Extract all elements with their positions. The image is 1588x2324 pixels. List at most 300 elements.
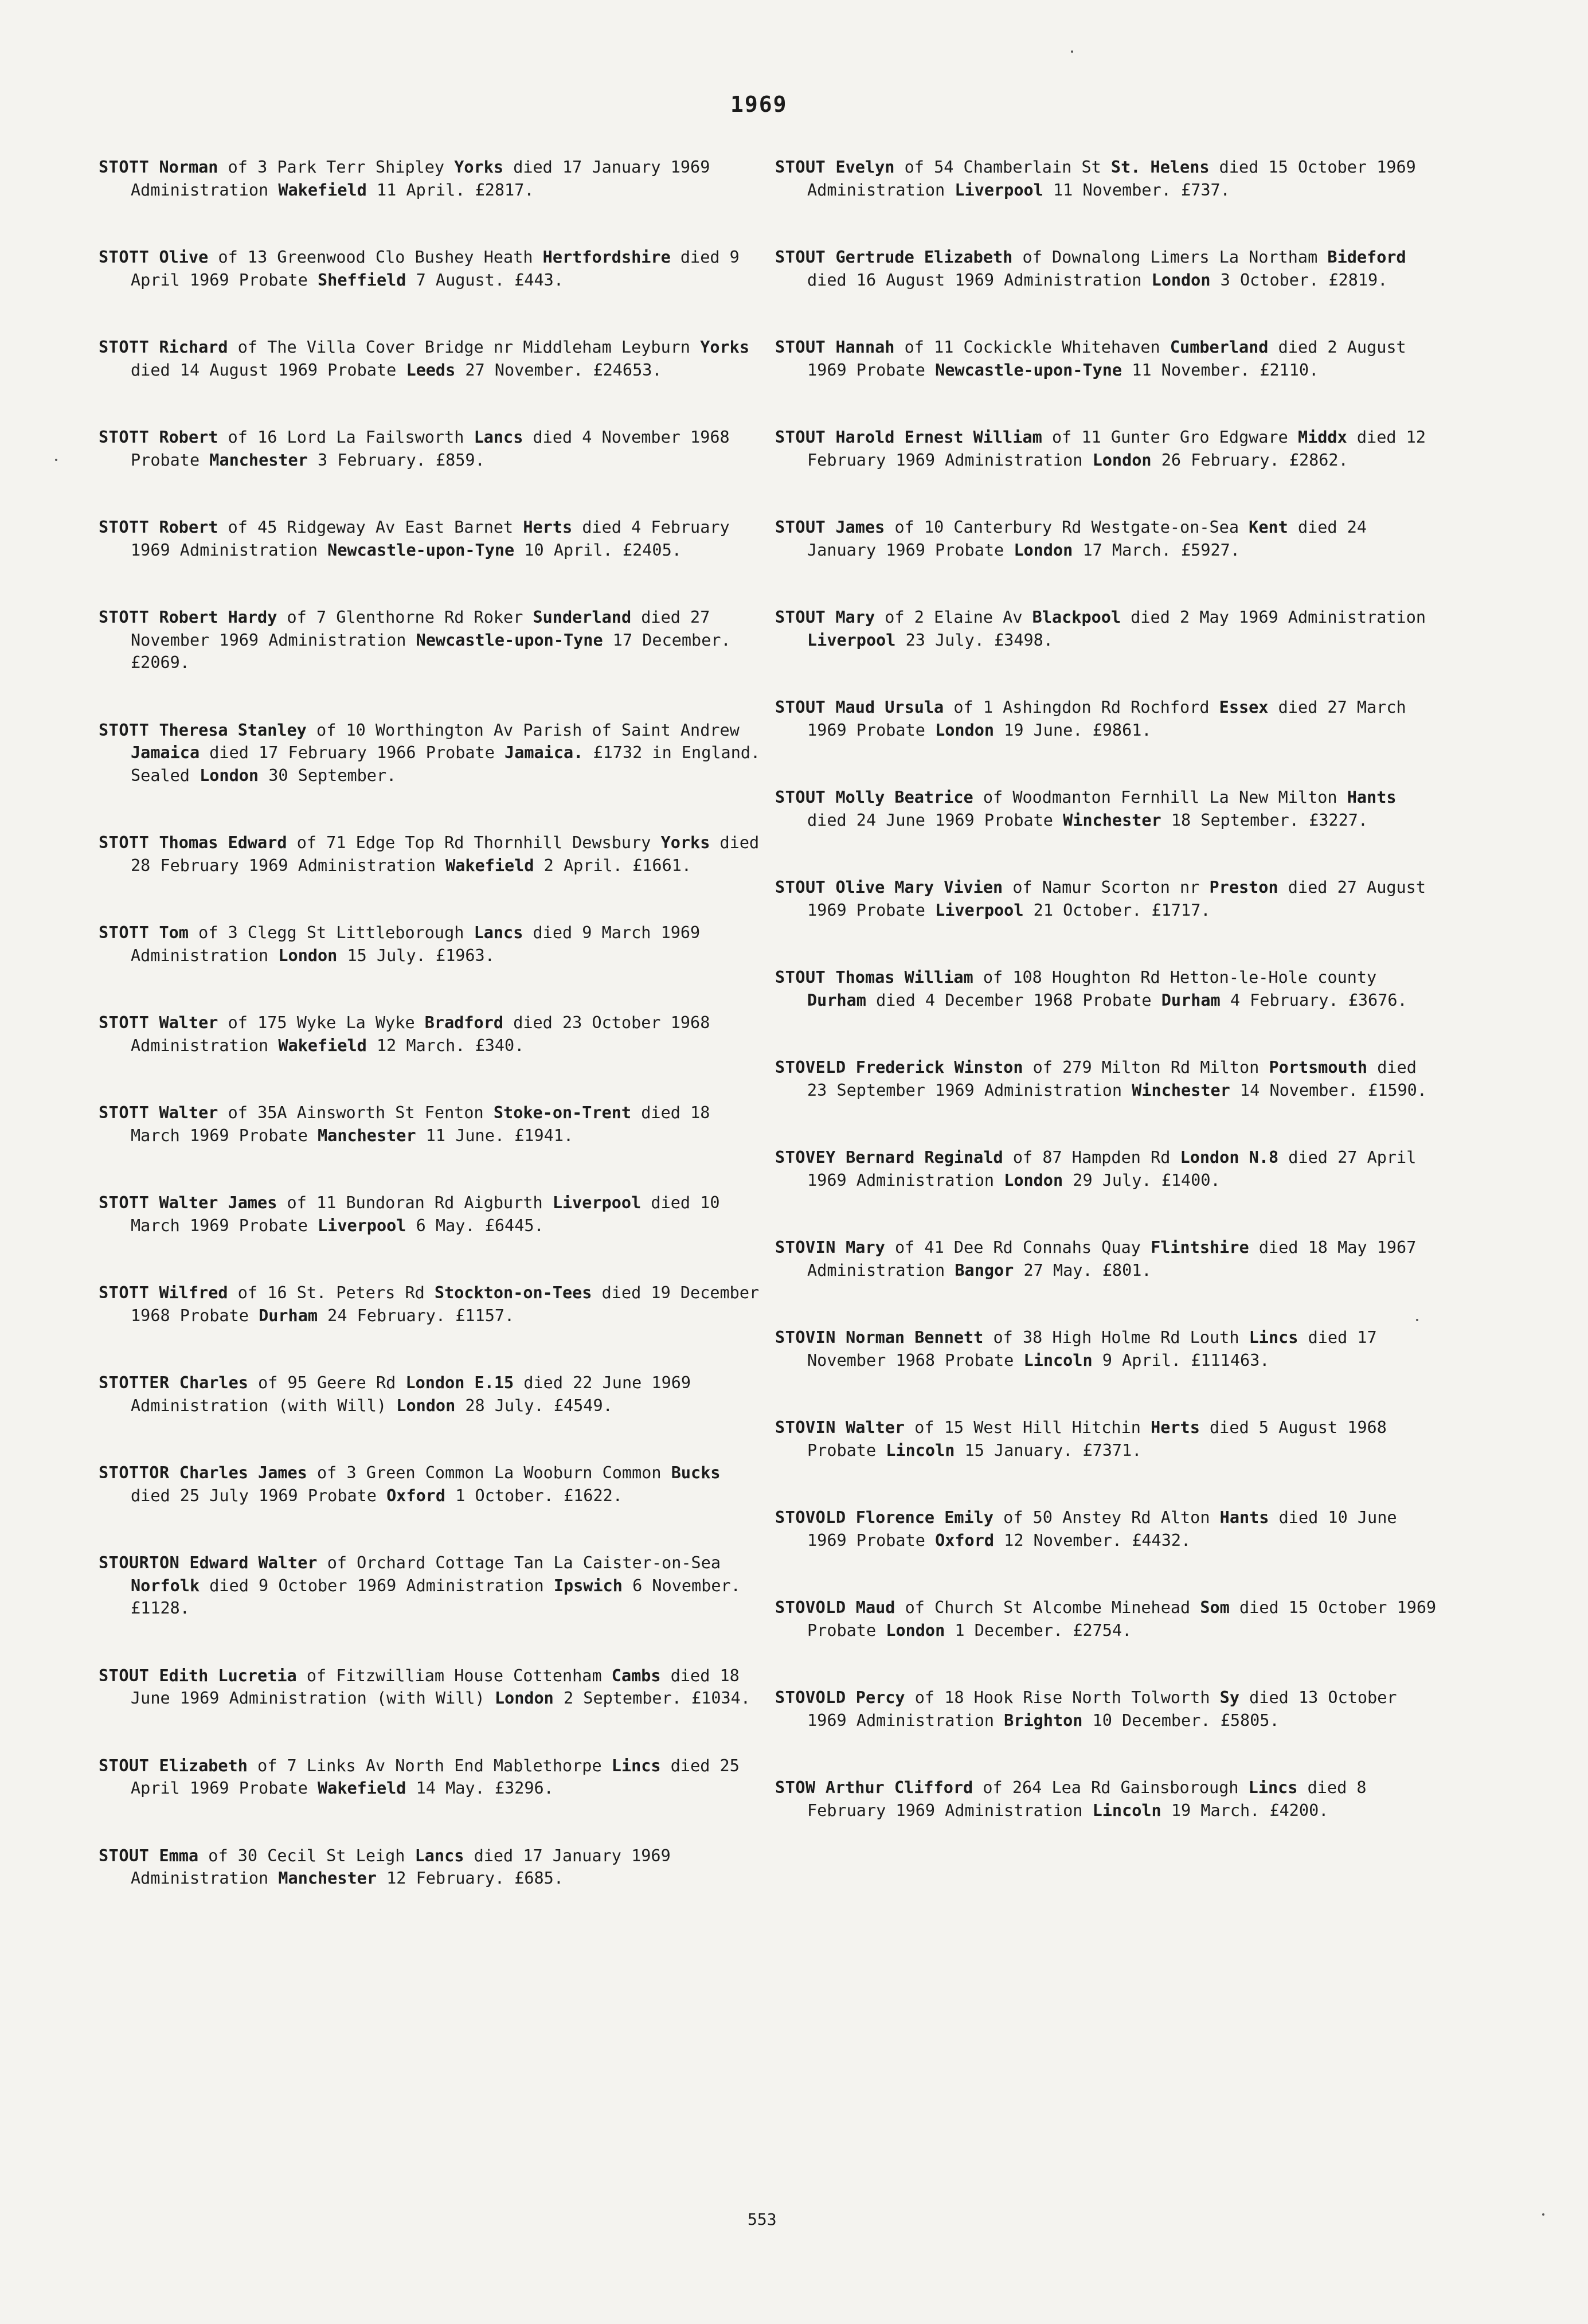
entry-text: of 45 Ridgeway Av East Barnet [228, 518, 523, 537]
entry-text: died 10 March 1969 Probate [131, 1193, 720, 1235]
entry-text: of Namur Scorton nr [1012, 878, 1210, 897]
entry-place: Hants [1219, 1508, 1269, 1527]
entry-text: 15 July. £1963. [337, 946, 495, 965]
entry-text: 1 December. £2754. [945, 1620, 1132, 1640]
probate-entry [99, 1845, 764, 1890]
entry-forenames: Olive [159, 248, 209, 267]
entry-text: 14 May. £3296. [406, 1779, 554, 1798]
entry-forenames: Maud [855, 1598, 895, 1617]
probate-entry [775, 1326, 1440, 1372]
entry-place: Durham [807, 990, 866, 1010]
entry-text: died 4 December 1968 Probate [866, 990, 1161, 1010]
entry-text: of 18 Hook Rise North Tolworth [914, 1688, 1220, 1707]
entry-place: London [278, 946, 338, 965]
entry-place: Middx [1297, 428, 1347, 447]
entry-place: Oxford [386, 1486, 446, 1505]
entry-surname: STOVIN [775, 1418, 836, 1437]
entry-surname: STOUT [99, 1756, 150, 1775]
entry-surname: STOVEY [775, 1148, 836, 1167]
entry-forenames: Evelyn [835, 158, 895, 177]
probate-entry [775, 516, 1440, 561]
entry-text: died 15 October 1969 Probate [807, 1598, 1437, 1640]
entry-forenames: Emma [159, 1846, 199, 1865]
entry-text: 18 September. £3227. [1161, 810, 1368, 830]
entry-place: Bucks [671, 1463, 721, 1482]
probate-entry [775, 1146, 1440, 1192]
entry-text: £1732 in England. Sealed [131, 743, 761, 785]
probate-entry [99, 831, 764, 877]
entry-place: Lancs [474, 428, 523, 447]
entry-place: London [1092, 450, 1152, 470]
entry-text: of 11 Gunter Gro Edgware [1051, 428, 1298, 447]
entry-forenames: Florence Emily [855, 1508, 994, 1527]
entry-text: 2 September. £1034. [553, 1689, 750, 1708]
probate-entry [775, 336, 1440, 381]
entry-surname: STOTT [99, 1103, 150, 1122]
probate-entry [99, 1282, 764, 1327]
entry-text: 11 November. £737. [1043, 180, 1230, 200]
entry-text: of 41 Dee Rd Connahs Quay [894, 1238, 1151, 1257]
entry-text: of 15 West Hill Hitchin [914, 1418, 1151, 1437]
entry-place: Lincoln [886, 1440, 955, 1460]
entry-place: Durham [1161, 990, 1221, 1010]
entry-text: died 27 April 1969 Administration [807, 1148, 1417, 1190]
probate-entry [99, 719, 764, 787]
entry-forenames: Robert [159, 428, 218, 447]
entry-place: Winchester [1132, 1080, 1230, 1100]
entry-text: died 4 February 1969 Administration [131, 518, 730, 560]
probate-entry [99, 516, 764, 561]
entry-surname: STOTT [99, 833, 150, 852]
entry-place: Herts [523, 518, 573, 537]
probate-entry [775, 246, 1440, 291]
entry-text: died 28 February 1969 Administration [131, 833, 760, 875]
probate-entry [775, 1686, 1440, 1732]
entry-place: Liverpool [552, 1193, 642, 1212]
entry-forenames: Harold Ernest William [835, 428, 1042, 447]
entry-text: 11 June. £1941. [416, 1126, 574, 1145]
entry-forenames: Elizabeth [159, 1756, 248, 1775]
entry-forenames: Richard [159, 338, 228, 357]
entry-text: 27 May. £801. [1014, 1260, 1152, 1280]
entry-text: of 50 Anstey Rd Alton [1003, 1508, 1220, 1527]
probate-entry [99, 1372, 764, 1417]
entry-place: Wakefield [318, 1779, 406, 1798]
entry-text: 6 November. £1128. [131, 1576, 741, 1618]
entry-text: died 24 June 1969 Probate [807, 810, 1063, 830]
page-number: 553 [748, 2210, 777, 2229]
entry-text: 9 April. £111463. [1092, 1350, 1270, 1370]
entry-place: Leeds [406, 360, 456, 380]
entry-text: 30 September. [259, 765, 397, 785]
probate-entry [775, 156, 1440, 201]
entry-text: of 10 Canterbury Rd Westgate-on-Sea [894, 518, 1249, 537]
entry-text: of 1 Ashingdon Rd Rochford [953, 698, 1219, 717]
entry-forenames: Gertrude Elizabeth [835, 248, 1013, 267]
entry-surname: STOVELD [775, 1058, 846, 1077]
entry-text: 17 March. £5927. [1073, 540, 1240, 560]
entry-text: 28 July. £4549. [455, 1396, 613, 1415]
entry-text: of 7 Links Av North End Mablethorpe [257, 1756, 612, 1775]
probate-entry [775, 1506, 1440, 1552]
entry-forenames: Hannah [835, 338, 895, 357]
entry-place: Yorks [660, 833, 710, 852]
entry-place: Manchester [278, 1869, 377, 1888]
entry-surname: STOTTOR [99, 1463, 170, 1482]
entry-place: Cumberland [1170, 338, 1269, 357]
entry-place: Sheffield [318, 270, 406, 290]
entry-place: London E.15 [405, 1373, 514, 1392]
entry-text: of 264 Lea Rd Gainsborough [983, 1778, 1249, 1797]
entry-text: 19 June. £9861. [994, 720, 1152, 740]
entry-text: died 2 August 1969 Probate [807, 338, 1406, 380]
entry-text: died 16 August 1969 Administration [807, 270, 1152, 290]
probate-entry [99, 426, 764, 471]
probate-entry [775, 1416, 1440, 1462]
entry-surname: STOTTER [99, 1373, 170, 1392]
entry-place: Som [1200, 1598, 1230, 1617]
entry-forenames: Molly Beatrice [835, 788, 973, 807]
entry-place: Stoke-on-Trent [493, 1103, 632, 1122]
entry-surname: STOUT [775, 788, 826, 807]
entry-place: Kent [1249, 518, 1288, 537]
entry-surname: STOVOLD [775, 1688, 846, 1707]
entry-text: died 18 March 1969 Probate [131, 1103, 710, 1145]
entry-text: died 23 October 1968 Administration [131, 1013, 710, 1055]
probate-entry [99, 1462, 764, 1507]
entry-text: died 13 October 1969 Administration [807, 1688, 1397, 1730]
entry-surname: STOUT [775, 698, 826, 717]
entry-forenames: Charles James [179, 1463, 307, 1482]
entry-place: Lancs [414, 1846, 464, 1865]
entry-text: 11 November. £2110. [1122, 360, 1319, 380]
entry-place: St. Helens [1110, 158, 1210, 177]
entry-place: London [935, 720, 995, 740]
entry-text: died 15 October 1969 Administration [807, 158, 1416, 200]
entry-place: Yorks [454, 158, 504, 177]
entry-surname: STOTT [99, 720, 150, 740]
entry-text: of 108 Houghton Rd Hetton-le-Hole county [983, 968, 1377, 987]
entry-place: Winchester [1063, 810, 1161, 830]
probate-entry [99, 921, 764, 967]
entry-place: Manchester [318, 1126, 416, 1145]
entry-place: London [200, 765, 259, 785]
entry-surname: STOUT [775, 968, 826, 987]
entry-text: 4 February. £3676. [1220, 990, 1407, 1010]
entry-place: Flintshire [1151, 1238, 1249, 1257]
entry-text: died 2 May 1969 Administration [1121, 608, 1426, 627]
scan-speck [1416, 1319, 1418, 1321]
entry-place: Newcastle-upon-Tyne [935, 360, 1122, 380]
entry-forenames: Wilfred [159, 1283, 228, 1302]
entry-text: of 11 Cockickle Whitehaven [904, 338, 1170, 357]
entry-place: Lincs [611, 1756, 661, 1775]
entry-forenames: Thomas Edward [159, 833, 287, 852]
probate-entry [99, 1755, 764, 1800]
entry-place: Newcastle-upon-Tyne [416, 630, 603, 650]
entry-place: Brighton [1004, 1710, 1083, 1730]
entry-text: of Woodmanton Fernhill La New Milton [983, 788, 1347, 807]
entry-place: Lincoln [1092, 1800, 1161, 1820]
entry-surname: STOTT [99, 428, 150, 447]
entry-surname: STOUT [775, 248, 826, 267]
entry-text: died 24 January 1969 Probate [807, 518, 1367, 560]
entry-forenames: Frederick Winston [855, 1058, 1023, 1077]
entry-place: Preston [1209, 878, 1278, 897]
entry-forenames: Percy [855, 1688, 905, 1707]
entry-place: Liverpool [935, 900, 1024, 920]
entry-surname: STOUT [99, 1846, 150, 1865]
probate-entry [775, 426, 1440, 471]
probate-entry [99, 1552, 764, 1620]
entry-surname: STOUT [775, 428, 826, 447]
probate-entry [99, 336, 764, 381]
entry-forenames: Arthur Clifford [825, 1778, 973, 1797]
entry-text: died 27 March 1969 Probate [807, 698, 1406, 740]
entry-text: of Fitzwilliam House Cottenham [306, 1666, 612, 1685]
entry-place: Bradford [424, 1013, 504, 1032]
entry-text: of 13 Greenwood Clo Bushey Heath [218, 248, 543, 267]
entry-surname: STOVOLD [775, 1598, 846, 1617]
probate-entry [99, 1192, 764, 1237]
entry-place: Norfolk [131, 1576, 200, 1595]
entry-text: 17 December. £2069. [131, 630, 731, 672]
entry-text: 14 November. £1590. [1230, 1080, 1427, 1100]
entry-text: 2 April. £1661. [534, 856, 692, 875]
entry-text: of 10 Worthington Av Parish of Saint Andrew [316, 720, 740, 740]
probate-entry [775, 606, 1440, 651]
entry-forenames: Maud Ursula [835, 698, 944, 717]
entry-place: Stockton-on-Tees [434, 1283, 592, 1302]
entry-forenames: Thomas William [835, 968, 973, 987]
entry-place: Liverpool [955, 180, 1043, 200]
entry-forenames: Robert Hardy [159, 608, 277, 627]
entry-forenames: Walter [159, 1103, 218, 1122]
entry-surname: STOTT [99, 1283, 150, 1302]
entry-place: Bangor [955, 1260, 1014, 1280]
probate-entry [775, 1596, 1440, 1642]
entry-text: of 30 Cecil St Leigh [208, 1846, 415, 1865]
entry-text: 23 July. £3498. [895, 630, 1053, 650]
entry-forenames: Mary [846, 1238, 885, 1257]
entry-surname: STOVOLD [775, 1508, 846, 1527]
entry-text: died 22 June 1969 Administration (with Will) [131, 1373, 691, 1415]
entry-text: 24 February. £1157. [318, 1306, 515, 1325]
scan-speck [1542, 2213, 1544, 2216]
entry-text: 6 May. £6445. [406, 1216, 544, 1235]
entry-surname: STOTT [99, 338, 150, 357]
entry-text: died 10 June 1969 Probate [807, 1508, 1397, 1550]
entry-text: died 17 January 1969 Administration [131, 158, 710, 200]
entry-place: Sy [1219, 1688, 1239, 1707]
entry-place: Yorks [700, 338, 749, 357]
entry-text: died 18 June 1969 Administration (with Will) [131, 1666, 740, 1708]
entry-place: Hertfordshire [542, 248, 671, 267]
right-column [775, 156, 1440, 1822]
probate-entry [99, 156, 764, 201]
entry-text: of 175 Wyke La Wyke [228, 1013, 425, 1032]
entry-text: of 279 Milton Rd Milton [1032, 1058, 1269, 1077]
entry-forenames: Walter [846, 1418, 905, 1437]
entry-text: 11 April. £2817. [366, 180, 534, 200]
entry-text: 12 November. £4432. [994, 1530, 1191, 1550]
entry-text: of 35A Ainsworth St Fenton [228, 1103, 494, 1122]
entry-place: Lincoln [1023, 1350, 1093, 1370]
entry-text: 12 February. £685. [376, 1869, 564, 1888]
entry-surname: STOTT [99, 1193, 150, 1212]
left-column [99, 156, 764, 1890]
probate-entry [99, 606, 764, 674]
entry-text: died 14 August 1969 Probate [131, 360, 406, 380]
entry-text: died 12 February 1969 Administration [807, 428, 1426, 470]
entry-surname: STOVIN [775, 1238, 836, 1257]
entry-text: of 71 Edge Top Rd Thornhill Dewsbury [296, 833, 661, 852]
entry-place: Sunderland [533, 608, 632, 627]
entry-forenames: Olive Mary Vivien [835, 878, 1003, 897]
entry-text: of 11 Bundoran Rd Aigburth [287, 1193, 553, 1212]
entry-place: Cambs [611, 1666, 661, 1685]
entry-surname: STOUT [775, 518, 826, 537]
entry-text: of 95 Geere Rd [258, 1373, 406, 1392]
entry-place: Hants [1347, 788, 1397, 807]
entry-text: 10 December. £5805. [1082, 1710, 1280, 1730]
entry-text: of Orchard Cottage Tan La Caister-on-Sea [327, 1553, 721, 1572]
entry-place: Liverpool [318, 1216, 406, 1235]
entry-text: of 2 Elaine Av [885, 608, 1032, 627]
entry-forenames: Bernard Reginald [846, 1148, 1003, 1167]
entry-text: 21 October. £1717. [1023, 900, 1211, 920]
entry-forenames: Tom [159, 923, 189, 942]
entry-place: Portsmouth [1269, 1058, 1368, 1077]
page-year: 1969 [730, 92, 788, 117]
entry-text: died 4 November 1968 Probate [131, 428, 730, 470]
entry-surname: STOW [775, 1778, 816, 1797]
entry-text: of The Villa Cover Bridge nr Middleham Leyburn [237, 338, 701, 357]
entry-text: died 27 August 1969 Probate [807, 878, 1426, 920]
entry-text: died 5 August 1968 Probate [807, 1418, 1387, 1460]
entry-place: Jamaica. [504, 743, 584, 762]
entry-text: died 23 September 1969 Administration [807, 1058, 1417, 1100]
entry-text: of Downalong Limers La Northam [1022, 248, 1328, 267]
entry-text: of 3 Clegg St Littleborough [198, 923, 474, 942]
entry-text: died 25 July 1969 Probate [131, 1486, 387, 1505]
entry-place: Newcastle-upon-Tyne [327, 540, 515, 560]
entry-surname: STOUT [775, 878, 826, 897]
entry-text: died 9 March 1969 Administration [131, 923, 701, 965]
entry-place: Lincs [1249, 1328, 1298, 1347]
entry-text: of 54 Chamberlain St [904, 158, 1111, 177]
probate-entry [99, 1102, 764, 1147]
entry-place: Jamaica [131, 743, 200, 762]
entry-text: 12 March. £340. [366, 1036, 525, 1055]
entry-text: died 19 December 1968 Probate [131, 1283, 760, 1325]
entry-text: 15 January. £7371. [955, 1440, 1142, 1460]
entry-text: died 27 November 1969 Administration [131, 608, 710, 650]
entry-text: 10 April. £2405. [514, 540, 682, 560]
entry-place: London [1004, 1170, 1063, 1190]
entry-text: of 16 St. Peters Rd [237, 1283, 435, 1302]
entry-surname: STOUT [99, 1666, 150, 1685]
entry-place: Oxford [935, 1530, 995, 1550]
entry-place: London N.8 [1180, 1148, 1279, 1167]
entry-surname: STOTT [99, 158, 150, 177]
entry-surname: STOURTON [99, 1553, 180, 1572]
entry-forenames: Robert [159, 518, 218, 537]
probate-entry [775, 786, 1440, 831]
entry-surname: STOTT [99, 518, 150, 537]
entry-text: 26 February. £2862. [1151, 450, 1348, 470]
entry-place: Durham [259, 1306, 318, 1325]
entry-place: Blackpool [1032, 608, 1121, 627]
entry-forenames: Walter James [159, 1193, 277, 1212]
entry-surname: STOTT [99, 608, 150, 627]
entry-place: Ipswich [553, 1576, 623, 1595]
probate-entry [99, 1011, 764, 1057]
entry-place: London [494, 1689, 554, 1708]
entry-text: 3 October. £2819. [1210, 270, 1388, 290]
entry-surname: STOVIN [775, 1328, 836, 1347]
entry-forenames: Edward Walter [189, 1553, 318, 1572]
entry-surname: STOUT [775, 158, 826, 177]
probate-entry [99, 246, 764, 291]
entry-place: London [1151, 270, 1211, 290]
entry-text: died 17 February 1966 Probate [200, 743, 505, 762]
entry-text: of 3 Park Terr Shipley [228, 158, 455, 177]
entry-text: of 16 Lord La Failsworth [228, 428, 474, 447]
entry-text: of 3 Green Common La Wooburn Common [317, 1463, 671, 1482]
entry-place: Lancs [474, 923, 523, 942]
entry-text: of 38 High Holme Rd Louth [993, 1328, 1249, 1347]
entry-text: 19 March. £4200. [1161, 1800, 1329, 1820]
entry-place: Manchester [209, 450, 308, 470]
entry-forenames: James [835, 518, 885, 537]
entry-surname: STOUT [775, 338, 826, 357]
scan-speck [1071, 50, 1073, 53]
entry-place: Liverpool [807, 630, 896, 650]
entry-text: of 7 Glenthorne Rd Roker [287, 608, 533, 627]
entry-place: London [1014, 540, 1073, 560]
entry-text: 27 November. £24653. [455, 360, 662, 380]
probate-entry [775, 1236, 1440, 1282]
probate-entry [775, 1776, 1440, 1822]
entry-forenames: Theresa Stanley [159, 720, 307, 740]
entry-place: Wakefield [445, 856, 534, 875]
entry-surname: STOTT [99, 923, 150, 942]
entry-text: died 17 January 1969 Administration [131, 1846, 671, 1888]
entry-surname: STOTT [99, 248, 150, 267]
entry-place: Lincs [1248, 1778, 1298, 1797]
probate-entry [775, 696, 1440, 741]
entry-surname: STOUT [775, 608, 826, 627]
scan-speck [55, 459, 57, 461]
entry-text: 3 February. £859. [307, 450, 485, 470]
entry-forenames: Mary [835, 608, 875, 627]
entry-text: of 87 Hampden Rd [1012, 1148, 1180, 1167]
entry-surname: STOTT [99, 1013, 150, 1032]
probate-entry [775, 876, 1440, 921]
entry-forenames: Norman Bennett [846, 1328, 984, 1347]
entry-forenames: Edith Lucretia [159, 1666, 297, 1685]
entry-place: London [886, 1620, 945, 1640]
entry-forenames: Walter [159, 1013, 218, 1032]
entry-text: 1 October. £1622. [445, 1486, 623, 1505]
entry-forenames: Norman [159, 158, 218, 177]
entry-place: Wakefield [278, 180, 367, 200]
entry-place: London [396, 1396, 456, 1415]
probate-entry [99, 1665, 764, 1710]
entry-forenames: Charles [179, 1373, 248, 1392]
entry-text: died 9 April 1969 Probate [131, 248, 740, 290]
